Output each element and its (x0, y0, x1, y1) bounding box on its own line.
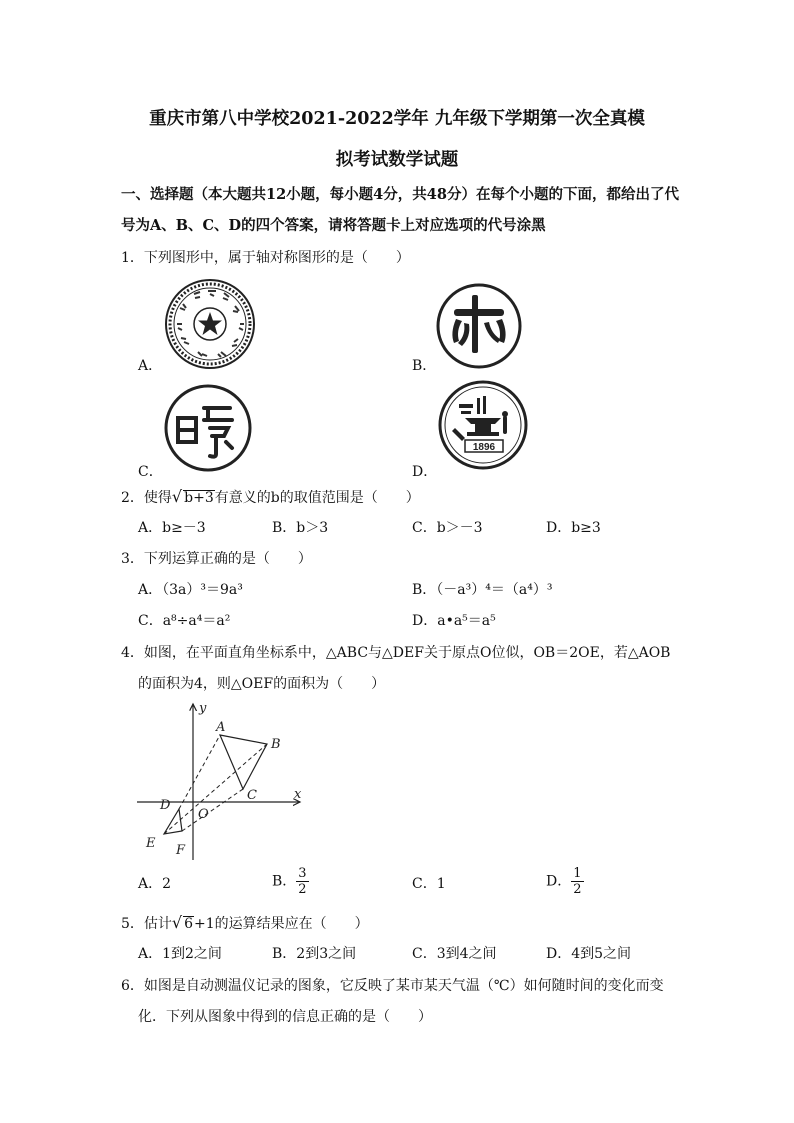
question-1: 1．下列图形中，属于轴对称图形的是（ ） (121, 250, 410, 266)
similarity-figure (132, 698, 312, 866)
section-heading-line2: 号为A、B、C、D的四个答案，请将答题卡上对应选项的代号涂黑 (121, 217, 546, 234)
q4-option-d (546, 866, 584, 897)
label-o: O (198, 807, 209, 822)
question-5 (121, 913, 369, 934)
label-x: x (294, 787, 302, 802)
fraction-numerator: 1 (573, 866, 582, 881)
label-a: A (216, 720, 226, 735)
q1-option-d: D． (412, 464, 438, 480)
q5-option-a: A．1到2之间 (138, 946, 222, 962)
q4-option-a: A．2 (138, 876, 172, 892)
question-3: 3．下列运算正确的是（ ） (121, 551, 312, 567)
q5-option-c: C．3到4之间 (412, 946, 497, 962)
label-e: E (146, 836, 156, 851)
q2-option-a: A．b≥－3 (138, 520, 206, 536)
question-4: 4．如图，在平面直角坐标系中，△ABC与△DEF关于原点O位似，OB＝2OE，若△AOB (121, 645, 671, 661)
fraction-denominator: 2 (298, 882, 307, 897)
label-y: y (199, 701, 207, 716)
section-heading: 一、选择题（本大题共12小题，每小题4分，共48分）在每个小题的下面，都给出了代 (121, 186, 679, 203)
q4-option-c: C．1 (412, 876, 446, 892)
seal-d-year: 1896 (472, 442, 496, 453)
q3-option-a: A．（3a）³＝9a³ (138, 582, 243, 598)
label-c: C (247, 788, 257, 803)
seal-a-figure (164, 278, 256, 370)
q2-option-c: C．b＞－3 (412, 520, 483, 536)
q3-option-d: D．a•a⁵＝a⁵ (412, 613, 496, 629)
q2-suffix: 有意义的b的取值范围是（ ） (214, 490, 420, 506)
seal-c-figure (164, 384, 252, 472)
triangle-abc (220, 735, 267, 789)
question-6-line2: 化．下列从图象中得到的信息正确的是（ ） (138, 1009, 432, 1025)
radical-sign: √ (171, 487, 183, 506)
question-6: 6．如图是自动测温仪记录的图象，它反映了某市某天气温（℃）如何随时间的变化而变 (121, 978, 664, 994)
question-2 (121, 487, 420, 508)
fraction-1-2 (571, 866, 583, 897)
q4-option-d-label: D． (546, 873, 572, 890)
q5-suffix: +1的运算结果应在（ ） (194, 916, 369, 932)
label-d: D (160, 798, 171, 813)
q3-option-b: B．（－a³）⁴＝（a⁴）³ (412, 582, 553, 598)
q1-option-b: B． (412, 358, 437, 374)
q5-option-d: D．4到5之间 (546, 946, 632, 962)
q5-option-b: B．2到3之间 (272, 946, 357, 962)
q3-option-c: C．a⁸÷a⁴＝a² (138, 613, 231, 629)
radical-sign: √ (171, 913, 183, 932)
fraction-denominator: 2 (573, 882, 582, 897)
fraction-3-2 (296, 866, 308, 897)
q2-option-d: D．b≥3 (546, 520, 601, 536)
q2-option-b: B．b＞3 (272, 520, 329, 536)
q1-option-a: A． (138, 358, 163, 374)
q5-prefix: 5．估计 (121, 916, 172, 932)
q1-option-c: C． (138, 464, 163, 480)
question-4-line2: 的面积为4，则△OEF的面积为（ ） (138, 676, 386, 692)
label-f: F (176, 843, 186, 858)
page-title: 重庆市第八中学校2021-2022学年 九年级下学期第一次全真模 (149, 109, 645, 129)
seal-b-figure (436, 283, 522, 369)
seal-d-figure (437, 380, 529, 470)
q4-option-b-label: B． (272, 873, 297, 890)
label-b: B (271, 737, 281, 752)
page-title-line2: 拟考试数学试题 (335, 150, 459, 170)
fraction-numerator: 3 (298, 866, 307, 881)
q4-option-b (272, 866, 309, 897)
q2-radicand: b+3 (184, 490, 214, 506)
q5-radicand: 6 (184, 916, 194, 932)
dashed-rays (164, 735, 267, 834)
q2-prefix: 2．使得 (121, 490, 172, 506)
